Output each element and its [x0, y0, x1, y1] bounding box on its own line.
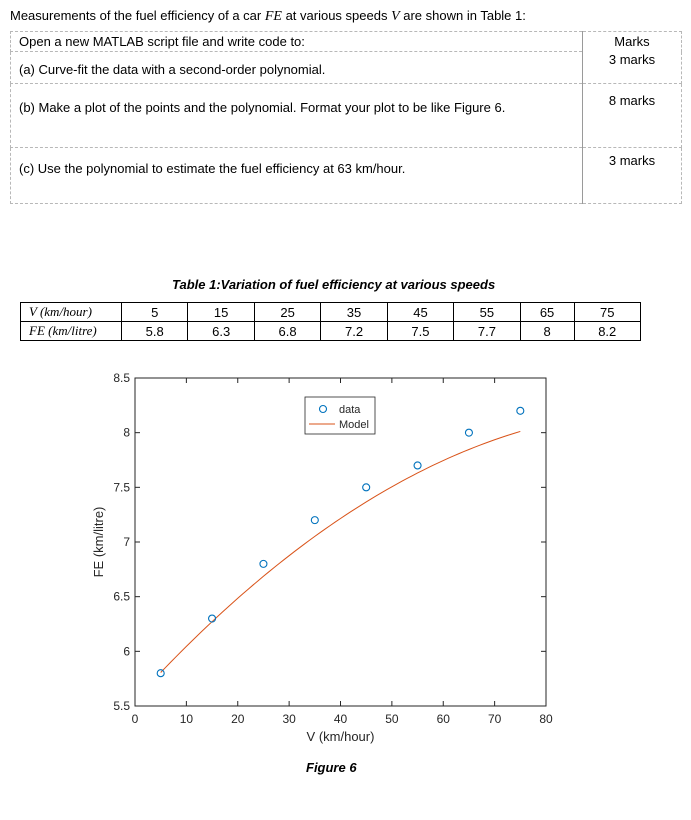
v-symbol: V [391, 9, 400, 24]
y-tick-label: 8 [123, 425, 130, 440]
fe-cell: 7.7 [454, 322, 520, 341]
x-tick-label: 70 [487, 712, 502, 726]
x-tick-label: 50 [385, 712, 399, 726]
marks-b: 8 marks [608, 93, 656, 108]
legend-data-label: data [339, 404, 361, 416]
task-table [10, 31, 682, 204]
y-tick-label: 8.5 [113, 371, 130, 385]
v-cell: 45 [387, 303, 453, 322]
intro-text: Measurements of the fuel efficiency of a car FE at various speeds V are shown in Table 1: [10, 8, 526, 24]
figure-6-chart [0, 360, 691, 760]
marks-header: Marks [614, 34, 650, 49]
legend-model-label: Model [339, 419, 369, 431]
y-tick-label: 7.5 [113, 480, 130, 495]
fe-cell: 7.5 [387, 322, 453, 341]
v-cell: 15 [188, 303, 254, 322]
task-b: (b) Make a plot of the points and the polynomial. Format your plot to be like Figure 6. [11, 84, 583, 148]
v-cell: 25 [254, 303, 320, 322]
y-tick-label: 6.5 [113, 589, 130, 604]
x-tick-label: 0 [131, 712, 139, 726]
x-axis-label: V (km/hour) [306, 729, 375, 744]
fe-cell: 6.3 [188, 322, 254, 341]
v-cell: 75 [574, 303, 641, 322]
fe-cell: 5.8 [122, 322, 188, 341]
v-cell: 65 [520, 303, 574, 322]
table-caption: Table 1:Variation of fuel efficiency at various speeds [172, 277, 496, 292]
y-axis-label: FE (km/litre) [91, 506, 106, 578]
x-tick-label: 80 [539, 712, 553, 726]
figure-caption: Figure 6 [306, 760, 357, 775]
marks-cell-a [583, 32, 682, 84]
x-tick-label: 10 [179, 712, 194, 726]
task-c: (c) Use the polynomial to estimate the fuel efficiency at 63 km/hour. [11, 148, 583, 204]
marks-cell-c [583, 148, 682, 204]
y-tick-label: 6 [123, 644, 130, 659]
fe-cell: 7.2 [321, 322, 387, 341]
fe-row [21, 322, 641, 341]
task-header: Open a new MATLAB script file and write code to: [11, 32, 583, 52]
marks-a: 3 marks [608, 52, 656, 67]
task-a: (a) Curve-fit the data with a second-order polynomial. [11, 52, 583, 84]
fe-row-label: FE (km/litre) [21, 322, 122, 341]
v-row [21, 303, 641, 322]
marks-cell-b [583, 84, 682, 148]
v-row-label: V (km/hour) [21, 303, 122, 322]
fe-cell: 8 [520, 322, 574, 341]
fe-cell: 8.2 [574, 322, 641, 341]
v-cell: 35 [321, 303, 387, 322]
x-tick-label: 30 [282, 712, 296, 726]
x-tick-label: 20 [231, 712, 245, 726]
data-table [20, 302, 641, 341]
y-tick-label: 7 [123, 535, 130, 549]
x-tick-label: 60 [436, 712, 450, 726]
fe-symbol: FE [264, 9, 282, 24]
v-cell: 55 [454, 303, 520, 322]
fe-cell: 6.8 [254, 322, 320, 341]
marks-c: 3 marks [608, 153, 656, 168]
x-tick-label: 40 [333, 712, 348, 726]
v-cell: 5 [122, 303, 188, 322]
y-tick-label: 5.5 [113, 699, 130, 713]
